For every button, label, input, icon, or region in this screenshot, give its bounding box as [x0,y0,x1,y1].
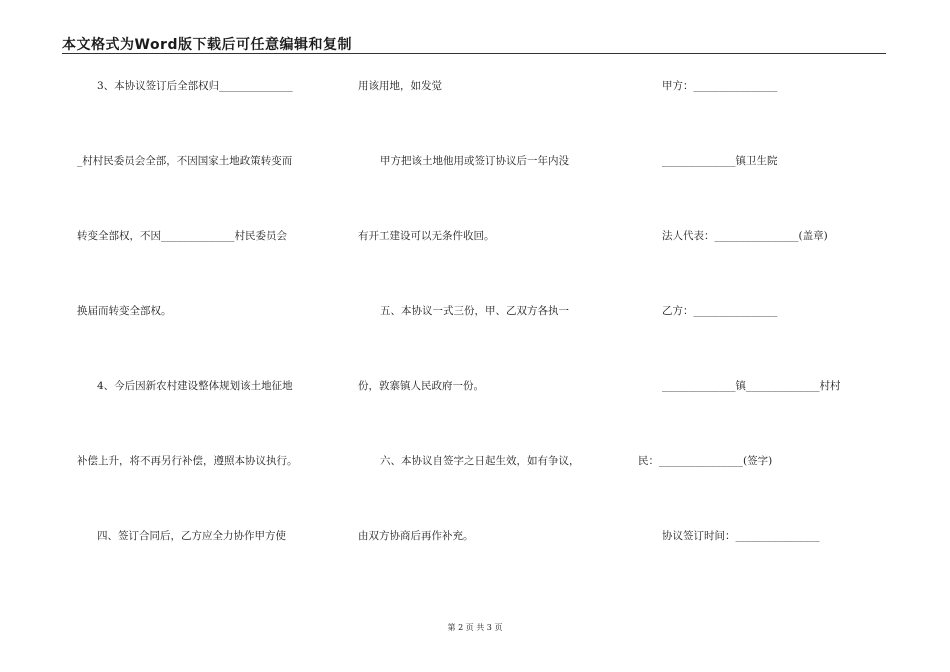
left-line-3: 转变全部权，不因______________村民委员会 [77,230,287,242]
right-line-1: 甲方：________________ [662,80,778,92]
right-line-4: 乙方：________________ [662,305,778,317]
right-line-5: ______________镇______________村村 [662,380,841,392]
left-line-4: 换届而转变全部权。 [77,305,172,317]
middle-line-5: 份，敦寨镇人民政府一份。 [358,380,484,392]
left-line-1: 3、本协议签订后全部权归______________ [97,80,293,92]
page-header [62,33,886,54]
right-line-6: 民：________________(签字) [638,455,773,467]
right-line-2: ______________镇卫生院 [662,155,778,167]
middle-line-3: 有开工建设可以无条件收回。 [358,230,495,242]
left-line-7: 四、签订合同后，乙方应全力协作甲方使 [97,530,286,542]
right-line-3: 法人代表：________________(盖章) [662,230,828,242]
middle-line-4: 五、本协议一式三份，甲、乙双方各执一 [380,305,569,317]
page-footer: 第 2 页 共 3 页 [447,623,503,632]
middle-line-1: 用该用地，如发觉 [358,80,442,92]
left-line-5: 4、今后因新农村建设整体规划该土地征地 [97,380,293,392]
header-text: 本文格式为Word版下载后可任意编辑和复制 [62,37,352,53]
right-line-7: 协议签订时间：________________ [662,530,820,542]
left-line-2: _村村民委员会全部，不因国家土地政策转变而 [77,155,293,167]
middle-line-2: 甲方把该土地他用或签订协议后一年内没 [380,155,569,167]
middle-line-6: 六、本协议自签字之日起生效，如有争议， [380,455,580,467]
left-line-6: 补偿上升，将不再另行补偿，遵照本协议执行。 [77,455,298,467]
middle-line-7: 由双方协商后再作补充。 [358,530,474,542]
